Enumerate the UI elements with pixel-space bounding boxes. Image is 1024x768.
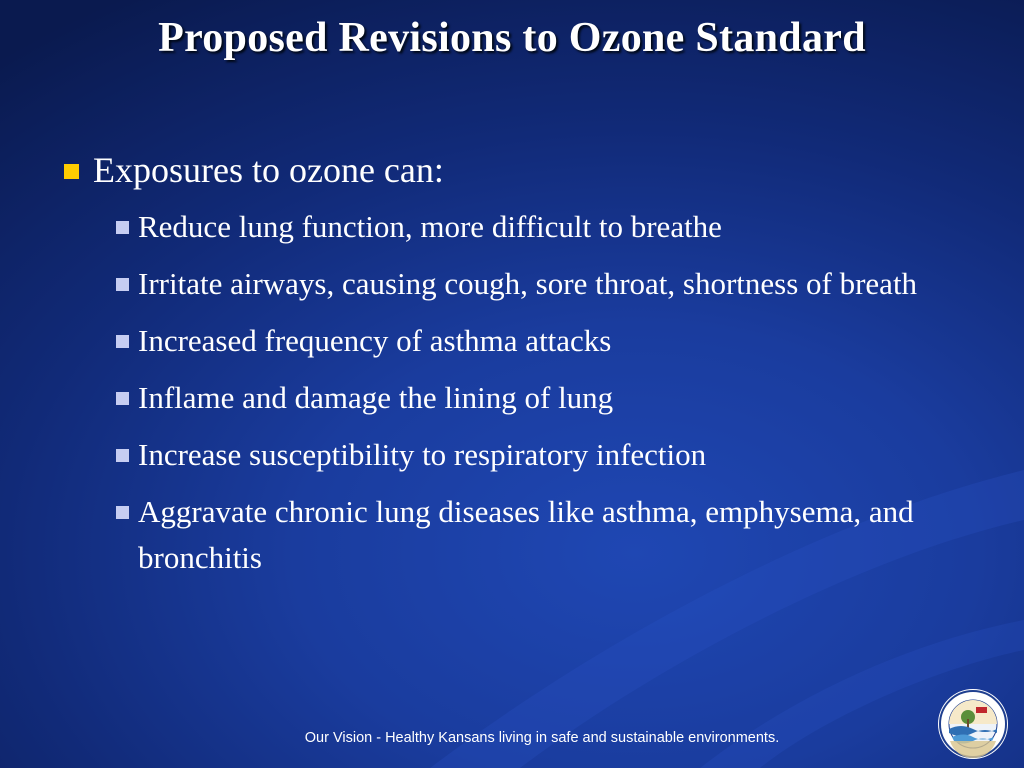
square-bullet-icon xyxy=(116,449,129,462)
square-bullet-icon xyxy=(116,221,129,234)
sub-bullet-text: Increase susceptibility to respiratory infection xyxy=(138,437,707,472)
sub-bullet xyxy=(116,375,980,421)
main-bullet-text: Exposures to ozone can: xyxy=(93,150,444,190)
bullet-list xyxy=(60,148,980,592)
main-bullet xyxy=(60,148,980,192)
footer-vision-statement: Our Vision - Healthy Kansans living in safe and sustainable environments. xyxy=(304,730,780,746)
sub-bullet xyxy=(116,261,980,307)
sub-bullet-list xyxy=(116,204,980,581)
kdhe-seal-logo xyxy=(938,689,1008,759)
square-bullet-icon xyxy=(116,278,129,291)
square-bullet-icon xyxy=(64,164,79,179)
seal-icon xyxy=(938,689,1008,759)
sub-bullet-text: Inflame and damage the lining of lung xyxy=(138,380,614,415)
sub-bullet xyxy=(116,204,980,250)
square-bullet-icon xyxy=(116,506,129,519)
square-bullet-icon xyxy=(116,392,129,405)
sub-bullet xyxy=(116,318,980,364)
sub-bullet xyxy=(116,489,980,581)
slide-title: Proposed Revisions to Ozone Standard xyxy=(158,15,866,61)
sub-bullet-text: Aggravate chronic lung diseases like asthma, emphysema, and bronchitis xyxy=(138,494,914,575)
sub-bullet-text: Reduce lung function, more difficult to breathe xyxy=(138,209,722,244)
sub-bullet-text: Increased frequency of asthma attacks xyxy=(138,323,612,358)
square-bullet-icon xyxy=(116,335,129,348)
sub-bullet xyxy=(116,432,980,478)
sub-bullet-text: Irritate airways, causing cough, sore throat, shortness of breath xyxy=(138,266,918,301)
